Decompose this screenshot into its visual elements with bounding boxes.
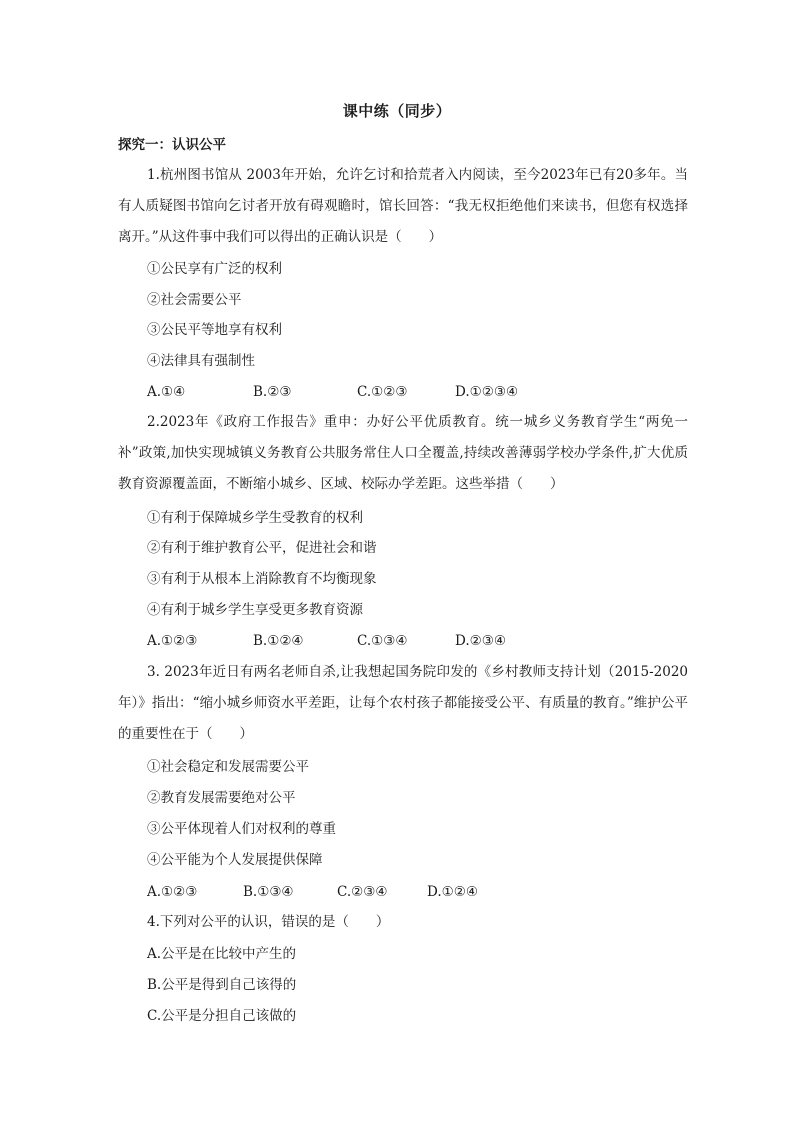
question-2-choice-b: B.①②④ (253, 633, 304, 649)
question-4-stem: 4.下列对公平的认识，错误的是（ ） (147, 914, 390, 930)
question-1-choice-d: D.①②③④ (455, 384, 519, 400)
question-2-stem: 2.2023年《政府工作报告》重申：办好公平优质教育。统一城乡义务教育学生“两免一补”政策,加快实现城镇义务教育公共服务常住人口全覆盖,持续改善薄弱学校办学条件,扩大优质教育资源覆盖面，不断缩小城乡、区域、校际办学差距。这些举措（ ） (118, 414, 688, 492)
question-2-option-2: ②有利于维护教育公平，促进社会和谐 (147, 540, 377, 556)
question-1-option-3: ③公民平等地享有权利 (147, 322, 282, 338)
question-4-option-b: B.公平是得到自己该得的 (147, 977, 297, 993)
question-3-choice-d: D.①②④ (427, 884, 478, 900)
question-1-option-1: ①公民享有广泛的权利 (147, 261, 282, 277)
question-1-choice-c: C.①②③ (357, 384, 408, 400)
question-1-option-2: ②社会需要公平 (147, 292, 242, 308)
question-2-choice-d: D.②③④ (455, 633, 506, 649)
question-2-option-4: ④有利于城乡学生享受更多教育资源 (147, 602, 363, 618)
question-3-choice-a: A.①②③ (147, 884, 198, 900)
question-2-choice-a: A.①②③ (147, 633, 198, 649)
question-3-stem: 3. 2023年近日有两名老师自杀,让我想起国务院印发的《乡村教师支持计划（2015-2020年）》指出：“缩小城乡师资水平差距，让每个农村孩子都能接受公平、有质量的教育。”维护公平的重要性在于（ ） (118, 664, 688, 742)
question-1-option-4: ④法律具有强制性 (147, 353, 255, 369)
question-1-choice-a: A.①④ (147, 384, 186, 400)
question-4-option-a: A.公平是在比较中产生的 (147, 946, 297, 962)
question-3-option-4: ④公平能为个人发展提供保障 (147, 852, 323, 868)
question-2-choice-c: C.①③④ (357, 633, 408, 649)
question-2-option-3: ③有利于从根本上消除教育不均衡现象 (147, 571, 377, 587)
section-heading: 探究一：认识公平 (118, 137, 226, 153)
question-3-option-3: ③公平体现着人们对权利的尊重 (147, 821, 336, 837)
question-1-stem: 1.杭州图书馆从 2003年开始，允许乞讨和拾荒者入内阅读，至今2023年已有20多年。当有人质疑图书馆向乞讨者开放有碍观瞻时，馆长回答：“我无权拒绝他们来读书，但您有权选择离开。”从这件事中我们可以得出的正确认识是（ ） (118, 167, 688, 245)
question-1-choice-b: B.②③ (253, 384, 292, 400)
question-3-option-2: ②教育发展需要绝对公平 (147, 790, 296, 806)
page-title: 课中练（同步） (342, 102, 452, 120)
question-3-option-1: ①社会稳定和发展需要公平 (147, 759, 309, 775)
question-4-option-c: C.公平是分担自己该做的 (147, 1008, 297, 1024)
question-2-option-1: ①有利于保障城乡学生受教育的权利 (147, 510, 363, 526)
question-3-choice-c: C.②③④ (337, 884, 388, 900)
question-3-choice-b: B.①③④ (243, 884, 294, 900)
